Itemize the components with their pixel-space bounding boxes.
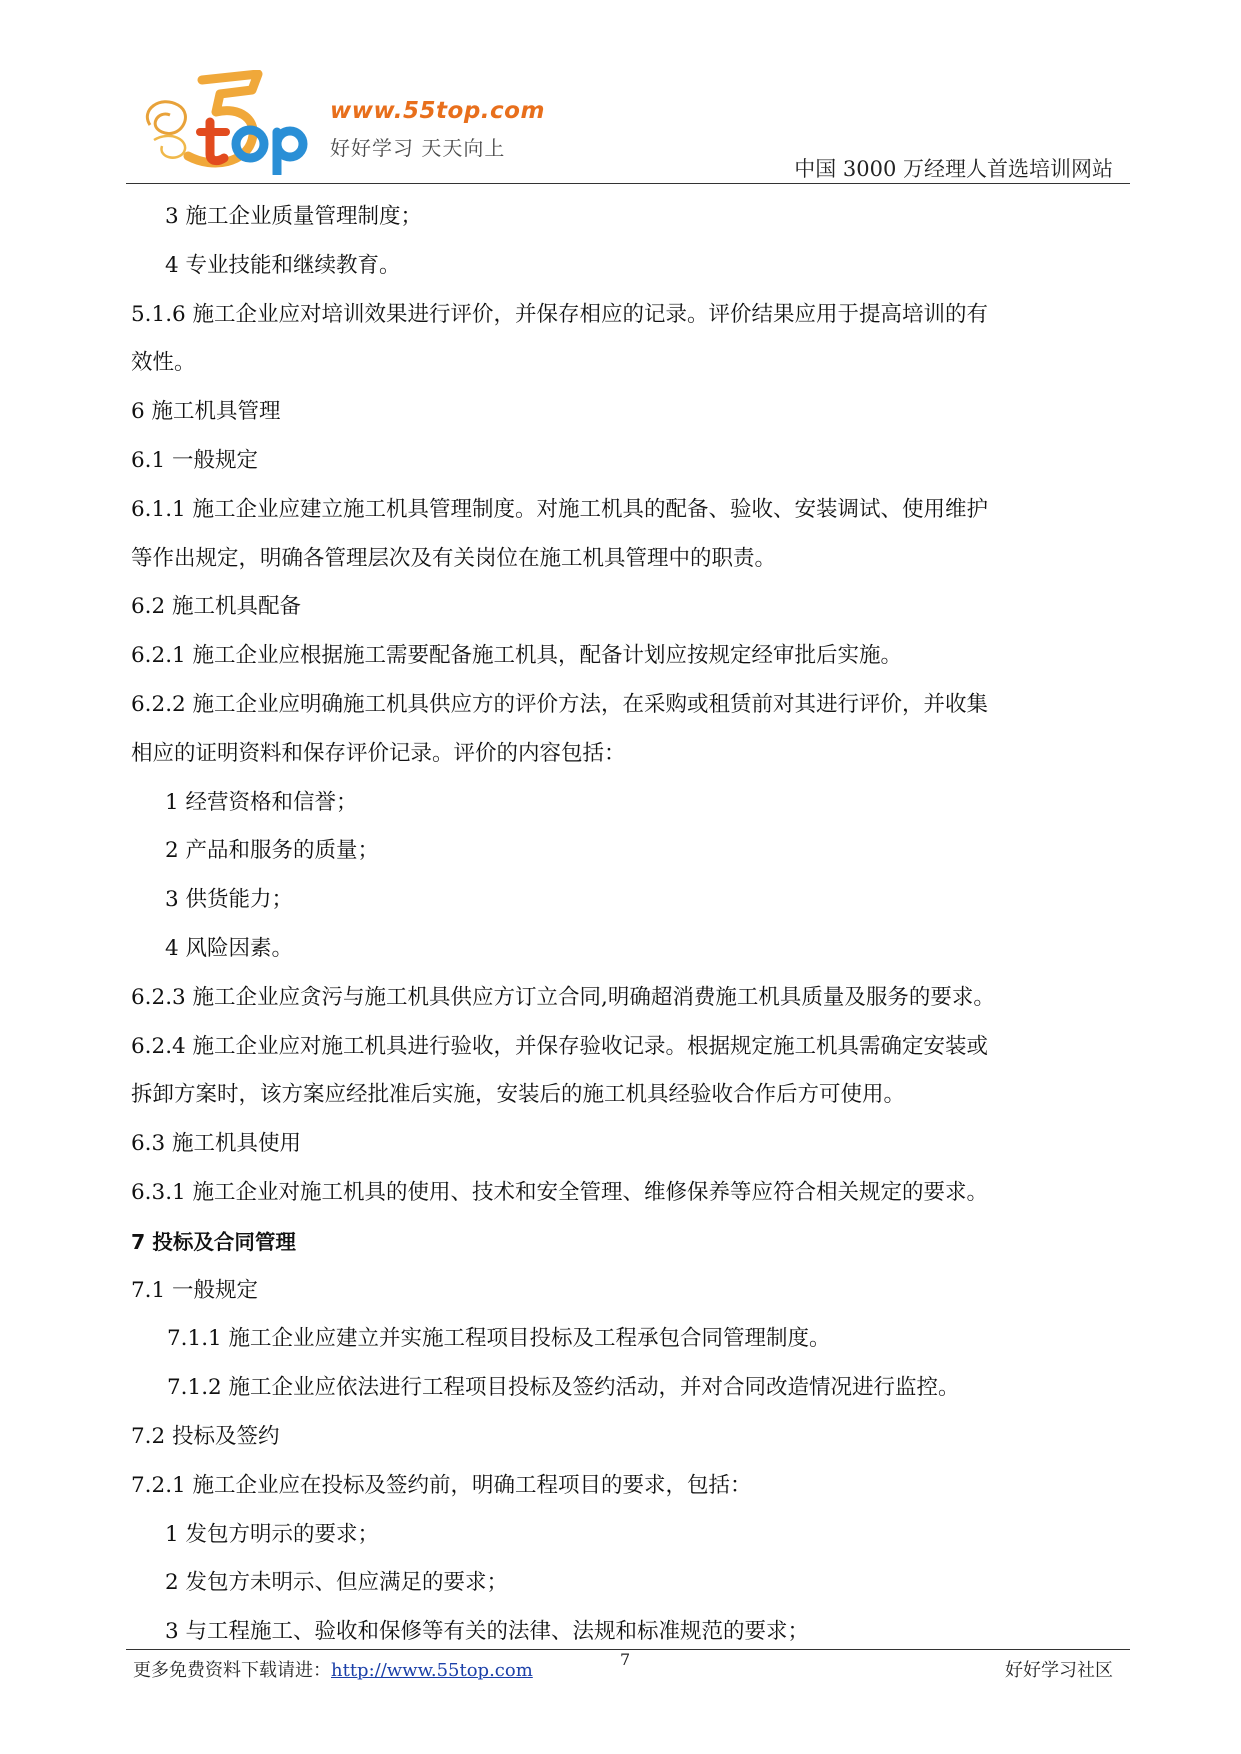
text-line: 6.1.1 施工企业应建立施工机具管理制度。对施工机具的配备、验收、安装调试、使用维护 — [131, 496, 989, 522]
text-line: 6.1 一般规定 — [131, 447, 259, 473]
text-line: 2 发包方未明示、但应满足的要求； — [165, 1570, 509, 1596]
text-line: 3 供货能力； — [165, 887, 294, 913]
text-line: 6 施工机具管理 — [131, 399, 281, 425]
text-line: 等作出规定，明确各管理层次及有关岗位在施工机具管理中的职责。 — [131, 545, 777, 571]
text-line: 6.2.3 施工企业应贪污与施工机具供应方订立合同,明确超消费施工机具质量及服务的要求。 — [131, 984, 995, 1010]
text-line: 7.2 投标及签约 — [131, 1423, 280, 1449]
text-line: 6.2.2 施工企业应明确施工机具供应方的评价方法，在采购或租赁前对其进行评价，并收集 — [131, 691, 989, 717]
section-heading: 7 投标及合同管理 — [131, 1229, 296, 1254]
text-line: 6.2.4 施工企业应对施工机具进行验收，并保存验收记录。根据规定施工机具需确定安装或 — [131, 1033, 989, 1059]
text-line: 5.1.6 施工企业应对培训效果进行评价，并保存相应的记录。评价结果应用于提高培训的有 — [131, 301, 989, 327]
text-line: 效性。 — [131, 350, 196, 376]
text-line: 相应的证明资料和保存评价记录。评价的内容包括： — [131, 740, 626, 766]
footer-link[interactable]: http://www.55top.com — [331, 1660, 533, 1681]
text-line: 7.2.1 施工企业应在投标及签约前，明确工程项目的要求，包括： — [131, 1472, 752, 1498]
text-line: 7.1.1 施工企业应建立并实施工程项目投标及工程承包合同管理制度。 — [167, 1326, 831, 1352]
footer-community: 好好学习社区 — [1005, 1660, 1113, 1681]
slogan: 好好学习 天天向上 — [330, 136, 506, 160]
text-line: 4 专业技能和继续教育。 — [165, 252, 401, 278]
site-url-banner: www.55top.com — [330, 98, 545, 124]
page-number: 7 — [620, 1650, 631, 1669]
header-divider — [126, 183, 1130, 184]
page-header — [0, 0, 1241, 186]
text-line: 7.1.2 施工企业应依法进行工程项目投标及签约活动，并对合同改造情况进行监控。 — [167, 1375, 960, 1401]
header-tagline: 中国 3000 万经理人首选培训网站 — [794, 157, 1113, 181]
footer-label: 更多免费资料下载请进： — [133, 1660, 331, 1681]
document-body — [131, 193, 1131, 1657]
text-line: 2 产品和服务的质量； — [165, 838, 380, 864]
text-line: 4 风险因素。 — [165, 935, 294, 961]
text-line: 7.1 一般规定 — [131, 1277, 259, 1303]
text-line: 拆卸方案时，该方案应经批准后实施，安装后的施工机具经验收合作后方可使用。 — [131, 1082, 906, 1108]
text-line: 3 施工企业质量管理制度； — [165, 204, 423, 229]
text-line: 6.2 施工机具配备 — [131, 594, 302, 620]
text-line: 1 经营资格和信誉； — [165, 789, 358, 815]
text-line: 6.3.1 施工企业对施工机具的使用、技术和安全管理、维修保养等应符合相关规定的要求。 — [131, 1179, 989, 1205]
text-line: 1 发包方明示的要求； — [165, 1521, 380, 1547]
text-line: 6.2.1 施工企业应根据施工需要配备施工机具，配备计划应按规定经审批后实施。 — [131, 643, 903, 669]
footer-download-note — [133, 1656, 533, 1682]
text-line: 3 与工程施工、验收和保修等有关的法律、法规和标准规范的要求； — [165, 1619, 810, 1645]
text-line: 6.3 施工机具使用 — [131, 1131, 302, 1157]
